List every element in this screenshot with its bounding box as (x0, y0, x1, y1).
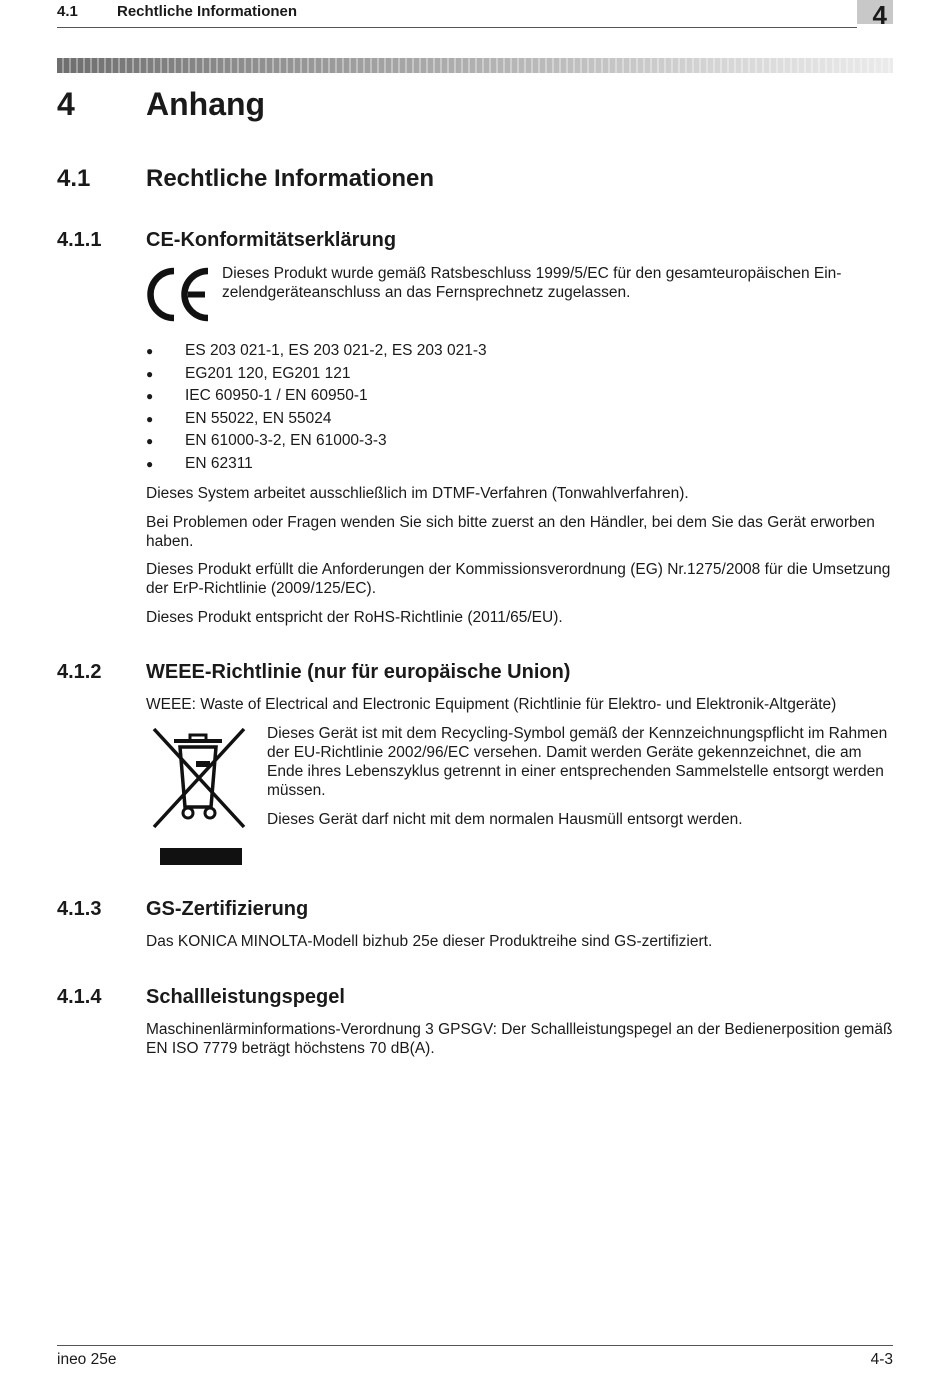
bullet-marker: ● (146, 434, 154, 448)
ce-paragraph-erp-line-2: der ErP-Richtlinie (2009/125/EC). (146, 580, 377, 597)
chapter-title: Anhang (146, 86, 266, 122)
subsection-ce-number: 4.1.1 (57, 229, 102, 251)
weee-paragraph-household: Dieses Gerät darf nicht mit dem normalen Hausmüll entsorgt werden. (267, 811, 743, 828)
decorative-bar-stripes (57, 58, 893, 73)
weee-crossed-bin-icon (150, 727, 246, 867)
footer-page-number: 4-3 (870, 1351, 893, 1368)
ce-intro-line-2: zelendgeräteanschluss an das Fernsprechnetz zugelassen. (222, 284, 631, 301)
gs-paragraph: Das KONICA MINOLTA-Modell bizhub 25e dieser Produktreihe sind GS-zertifiziert. (146, 933, 713, 950)
standard-list-item: EN 62311 (185, 455, 253, 472)
ce-paragraph-problems-line-1: Bei Problemen oder Fragen wenden Sie sich bitte zuerst an den Händler, bei dem Sie das Gerät erworben (146, 514, 875, 531)
noise-paragraph-line-2: EN ISO 7779 beträgt höchstens 70 dB(A). (146, 1040, 435, 1057)
running-header-section-title: Rechtliche Informationen (117, 3, 298, 20)
ce-paragraph-erp-line-1: Dieses Produkt erfüllt die Anforderungen der Kommissionsverordnung (EG) Nr.1275/2008 für die Umsetzung (146, 561, 891, 578)
bullet-marker: ● (146, 367, 154, 381)
bullet-marker: ● (146, 457, 154, 471)
standard-list-item: IEC 60950-1 / EN 60950-1 (185, 387, 368, 404)
subsection-weee-number: 4.1.2 (57, 661, 102, 683)
weee-paragraph-line-4: müssen. (267, 782, 326, 799)
ce-paragraph-dtmf: Dieses System arbeitet ausschließlich im DTMF-Verfahren (Tonwahlverfahren). (146, 485, 689, 502)
chapter-number: 4 (57, 86, 75, 122)
ce-paragraph-rohs: Dieses Produkt entspricht der RoHS-Richtlinie (2011/65/EU). (146, 609, 563, 626)
standard-list-item: EN 61000-3-2, EN 61000-3-3 (185, 432, 387, 449)
subsection-weee-title: WEEE-Richtlinie (nur für europäische Union) (146, 661, 571, 683)
bullet-marker: ● (146, 389, 154, 403)
noise-paragraph-line-1: Maschinenlärminformations-Verordnung 3 GPSGV: Der Schallleistungspegel an der Bedienerposition gemäß (146, 1021, 893, 1038)
bullet-marker: ● (146, 412, 154, 426)
chapter-tab: 4 (857, 0, 893, 24)
weee-paragraph-line-1: Dieses Gerät ist mit dem Recycling-Symbol gemäß der Kennzeichnungspflicht im Rahmen (267, 725, 888, 742)
footer-product-name: ineo 25e (57, 1351, 117, 1368)
header-rule (57, 27, 857, 28)
weee-definition: WEEE: Waste of Electrical and Electronic Equipment (Richtlinie für Elektro- und Elektronik-Altgeräte) (146, 696, 837, 713)
standard-list-item: ES 203 021-1, ES 203 021-2, ES 203 021-3 (185, 342, 487, 359)
footer-rule (57, 1345, 893, 1346)
ce-mark-icon (145, 266, 211, 323)
subsection-gs-number: 4.1.3 (57, 898, 102, 920)
standard-list-item: EG201 120, EG201 121 (185, 365, 351, 382)
subsection-noise-title: Schallleistungspegel (146, 986, 345, 1008)
section-title: Rechtliche Informationen (146, 165, 435, 192)
weee-paragraph-line-3: Ende ihres Lebenszyklus getrennt in einer entsprechenden Sammelstelle entsorgt werden (267, 763, 884, 780)
bullet-marker: ● (146, 344, 154, 358)
running-header-section-number: 4.1 (57, 3, 78, 20)
subsection-gs-title: GS-Zertifizierung (146, 898, 309, 920)
ce-paragraph-problems-line-2: haben. (146, 533, 194, 550)
standard-list-item: EN 55022, EN 55024 (185, 410, 332, 427)
ce-intro-line-1: Dieses Produkt wurde gemäß Ratsbeschluss 1999/5/EC für den gesamteuropäischen Ein- (222, 265, 842, 282)
weee-paragraph-line-2: der EU-Richtlinie 2002/96/EC versehen. Damit werden Geräte gekennzeichnet, die am (267, 744, 862, 761)
section-number: 4.1 (57, 165, 91, 192)
subsection-ce-title: CE-Konformitätserklärung (146, 229, 397, 251)
subsection-noise-number: 4.1.4 (57, 986, 102, 1008)
